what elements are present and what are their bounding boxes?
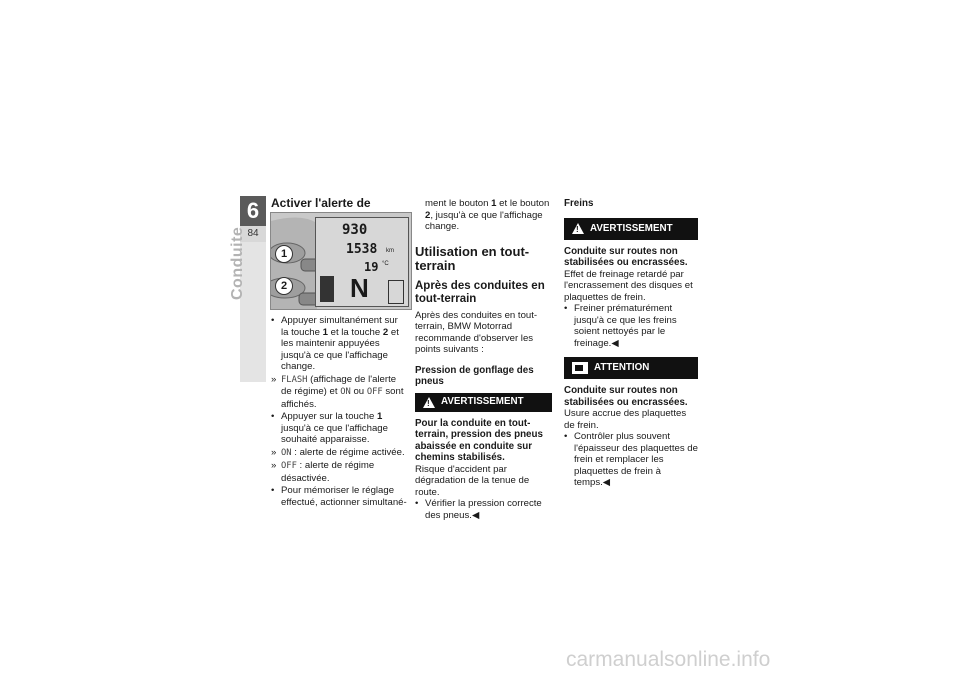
temp-gauge-icon — [388, 280, 404, 304]
watermark: carmanualsonline.info — [566, 648, 771, 671]
attention-headline: Conduite sur routes non stabilisées ou encrassées. — [564, 385, 688, 408]
list-item: • Freiner prématurément jusqu'à ce que les freins soient nettoyés par le freinage.◀ — [564, 303, 677, 349]
list-item: » FLASH (affichage de l'alerte de régime) et ON ou OFF sont affichés. — [271, 373, 404, 410]
intro-text: Après des conduites en tout-terrain, BMW Motorrad recommande d'observer les points suivants : — [415, 309, 538, 355]
warning-icon — [572, 223, 584, 234]
warning-banner: ! AVERTISSEMENT — [564, 218, 698, 240]
lcd-odometer: 1538 — [346, 242, 378, 257]
list-item: • Appuyer simultanément sur la touche 1 et la touche 2 et les maintenir appuyées jusqu'à ce que l'affichage change. — [271, 315, 399, 372]
end-mark-icon: ◀ — [611, 337, 619, 349]
column-3 — [564, 198, 698, 490]
callout-2: 2 — [275, 277, 293, 295]
end-mark-icon: ◀ — [602, 477, 611, 488]
warning-text: Effet de freinage retardé par l'encrassement des disques et plaquettes de frein. — [564, 268, 693, 303]
lcd-gear: N — [350, 273, 369, 303]
lcd-temperature: 19 — [364, 260, 379, 274]
continued-text: ment le bouton 1 et le bouton 2, jusqu'à ce que l'affichage change. — [425, 198, 550, 232]
column-1-list — [271, 315, 407, 509]
warning-headline: Conduite sur routes non stabilisées ou encrassées. — [564, 245, 688, 268]
attention-banner: ATTENTION — [564, 357, 698, 379]
attention-icon — [572, 362, 588, 374]
list-item: • Pour mémoriser le réglage effectué, actionner simultané- — [271, 485, 407, 508]
lcd-temperature-unit: °C — [382, 261, 389, 267]
list-item: » ON : alerte de régime activée. — [271, 446, 405, 458]
page-number: 84 — [240, 226, 266, 242]
warning-banner: ! AVERTISSEMENT — [415, 393, 552, 412]
subsection-title: Après des conduites en tout-terrain — [415, 279, 545, 305]
lcd-top-value: 930 — [342, 222, 368, 238]
column-2 — [415, 198, 552, 522]
section-title-rev-alert: Activer l'alerte de — [271, 196, 371, 210]
chapter-side-label: Conduite — [229, 226, 246, 300]
instrument-cluster-figure — [270, 212, 412, 310]
warning-icon — [423, 397, 435, 408]
tyre-pressure-heading: Pression de gonflage des pneus — [415, 364, 534, 387]
warning-headline: Pour la conduite en tout-terrain, pression des pneus abaissée en conduite sur chemins stabilisés. — [415, 417, 543, 463]
fuel-gauge-icon — [320, 276, 334, 302]
callout-1: 1 — [275, 245, 293, 263]
brakes-heading: Freins — [564, 198, 594, 209]
list-item: • Appuyer sur la touche 1 jusqu'à ce que l'affichage souhaité apparaisse. — [271, 411, 388, 445]
lcd-odometer-unit: km — [386, 248, 394, 254]
list-item: • Vérifier la pression correcte des pneus.◀ — [415, 498, 542, 521]
section-title-offroad: Utilisation en tout-terrain — [415, 243, 530, 273]
end-mark-icon: ◀ — [471, 509, 480, 521]
chapter-number: 6 — [240, 196, 266, 226]
list-item: • Contrôler plus souvent l'épaisseur des plaquettes de frein et remplacer les plaquettes de frein à temps.◀ — [564, 431, 698, 488]
warning-text: Risque d'accident par dégradation de la tenue de route. — [415, 463, 530, 498]
list-item: » OFF : alerte de régime désactivée. — [271, 460, 375, 484]
attention-text: Usure accrue des plaquettes de frein. — [564, 408, 687, 431]
lcd-display — [315, 217, 409, 307]
